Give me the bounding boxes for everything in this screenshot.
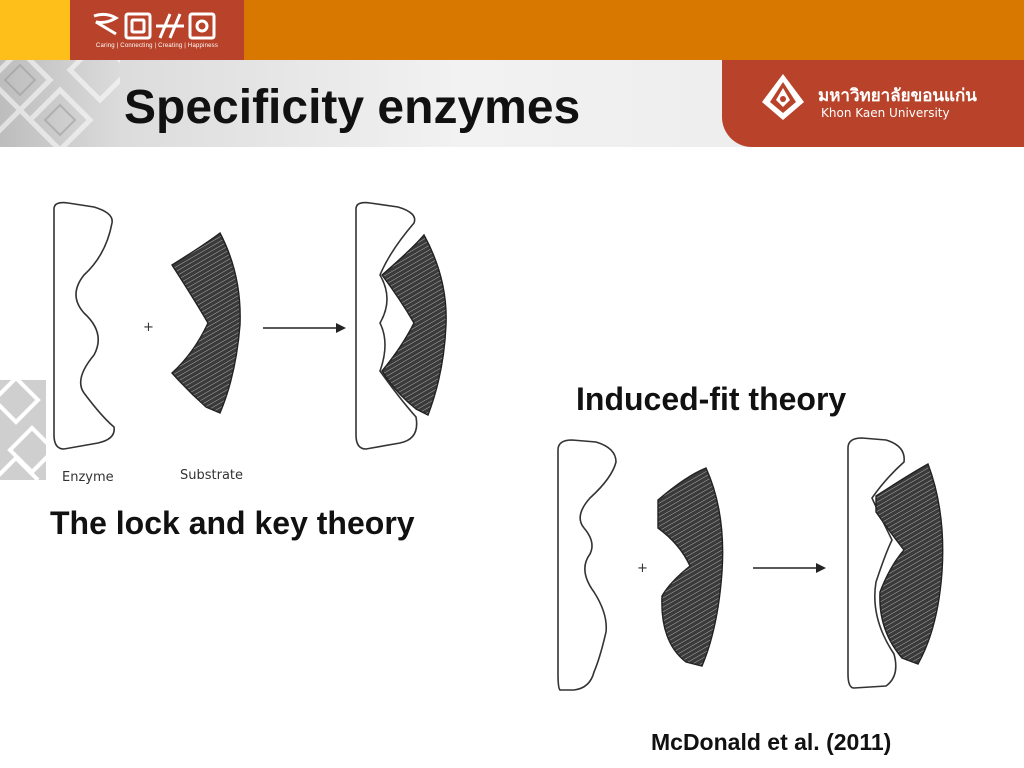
accent-strip — [0, 0, 70, 60]
enzyme-substrate-complex-enzyme — [356, 203, 417, 449]
university-emblem-icon — [760, 72, 806, 122]
substrate-label: Substrate — [180, 468, 244, 483]
decorative-pattern — [0, 60, 120, 147]
university-name-english: Khon Kaen University — [821, 106, 950, 120]
slide-title: Specificity enzymes — [124, 81, 581, 134]
brand-logo — [70, 0, 244, 60]
brand-tagline: Caring | Connecting | Creating | Happiness — [95, 43, 219, 49]
enzyme-shape — [558, 440, 616, 690]
university-badge — [722, 60, 1024, 147]
reaction-arrow — [263, 323, 346, 333]
citation: McDonald et al. (2011) — [651, 729, 892, 755]
lock-and-key-diagram — [44, 195, 464, 495]
enzyme-shape — [54, 203, 114, 449]
reaction-arrow — [753, 563, 826, 573]
plus-sign: + — [143, 320, 154, 335]
plus-sign: + — [637, 561, 648, 576]
side-decorative-pattern — [0, 380, 46, 480]
substrate-shape — [172, 233, 240, 413]
induced-fit-heading: Induced-fit theory — [576, 381, 847, 417]
brand-logo-icon — [90, 10, 218, 42]
substrate-shape — [658, 468, 723, 666]
induced-fit-diagram — [550, 432, 970, 702]
enzyme-substrate-complex-substrate — [876, 464, 943, 664]
university-name-thai: มหาวิทยาลัยขอนแก่น — [818, 86, 977, 106]
enzyme-label: Enzyme — [62, 470, 114, 485]
lock-and-key-heading: The lock and key theory — [50, 505, 415, 541]
